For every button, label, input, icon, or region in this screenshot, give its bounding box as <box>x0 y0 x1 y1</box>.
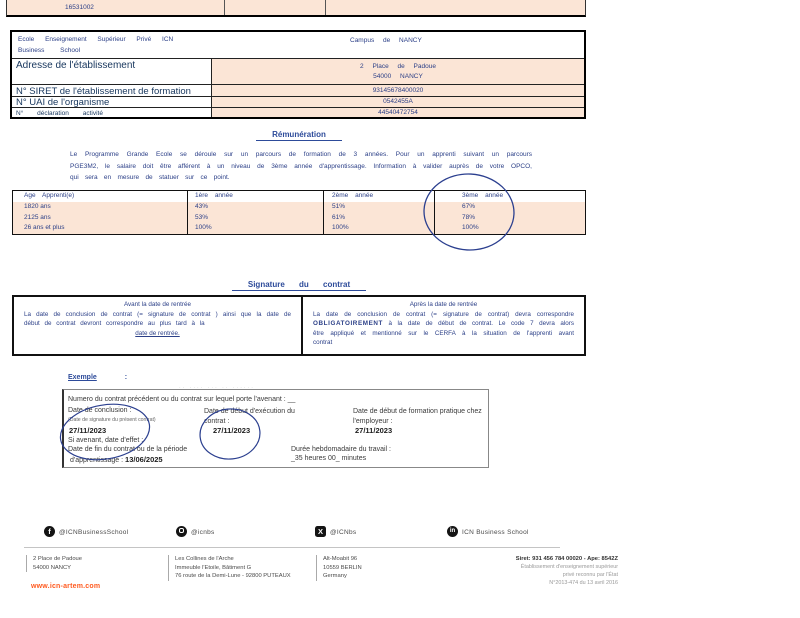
legal-line4: N°2013-474 du 13 avril 2016 <box>549 580 618 586</box>
address-puteaux-line2: Immeuble l'Etoile, Bâtiment G <box>175 564 252 571</box>
address-berlin-line3: Germany <box>323 573 347 579</box>
address-value <box>211 59 584 84</box>
cell-age: 1820 ans <box>24 203 51 210</box>
after-emphasis: OBLIGATOIREMENT <box>313 320 383 327</box>
end-date-label-line2 <box>70 455 163 464</box>
address-nancy <box>26 555 82 572</box>
cell-pct: 100% <box>187 223 323 234</box>
remuneration-table <box>12 190 586 235</box>
address-puteaux-line3: 76 route de la Demi-Lune - 92800 PUTEAUX <box>175 573 291 579</box>
remuneration-paragraph: Le Programme Grande Ecole se déroule sur un parcours de formation de 3 années. Pour un apprenti suivant un parcours PGE3M2, le salaire doit être afférent à un niveau de 3ème année d'apprentissage. Information à valider auprès de votre OPCO, qui sera en mesure de statuer sur ce point. <box>70 151 532 181</box>
address-puteaux <box>168 555 291 581</box>
after-body-1: La date de conclusion de contrat (= signature de contrat) devra correspondre <box>313 310 574 318</box>
cell-pct: 43% <box>187 202 323 213</box>
school-row <box>12 32 584 58</box>
conclusion-date-sublabel: (Date de signature du présent contrat) <box>68 417 156 423</box>
cell-age: 26 ans et plus <box>24 224 65 231</box>
weekly-hours-value: _35 heures 00_ minutes <box>291 455 367 462</box>
declaration-value: 44540472754 <box>211 108 584 117</box>
declaration-row <box>12 107 584 117</box>
before-title: Avant la date de rentrée <box>123 301 192 308</box>
avenant-number-line: Numero du contrat précédent ou du contrat sur lequel porte l'avenant : __ <box>68 396 296 403</box>
conclusion-date-label: Date de conclusion : <box>68 407 132 414</box>
establishment-table <box>10 30 586 119</box>
signature-box <box>12 295 586 356</box>
declaration-label: N° déclaration activité <box>12 108 211 117</box>
table-row <box>13 202 585 213</box>
signature-after-cell <box>303 297 584 354</box>
linkedin-icon <box>447 526 458 537</box>
header-year3: 3ème année <box>434 191 585 202</box>
training-start-value: 27/11/2023 <box>355 426 393 435</box>
top-table-cell-value: 16531002 <box>7 0 225 15</box>
instagram-frame <box>179 528 184 533</box>
example-form <box>62 385 489 468</box>
address-label: Adresse de l'établissement <box>12 59 211 84</box>
remuneration-heading <box>0 130 598 139</box>
campus-label: Campus de NANCY <box>350 37 422 44</box>
facebook-glyph: f <box>48 527 51 536</box>
after-title: Après la date de rentrée <box>409 301 478 308</box>
address-berlin <box>316 555 362 581</box>
x-handle[interactable]: @ICNbs <box>330 529 357 536</box>
footer-divider <box>24 547 560 548</box>
example-colon: : <box>124 374 128 381</box>
example-word: Exemple <box>68 374 97 381</box>
top-table-cell-empty-2 <box>326 0 585 15</box>
after-body <box>313 310 574 348</box>
cell-age: 2125 ans <box>24 213 51 221</box>
siret-value: 93145678400020 <box>211 85 584 96</box>
remuneration-table-header <box>13 191 585 202</box>
address-berlin-line1: Alt-Moabit 96 <box>323 556 358 562</box>
header-age: Age Apprenti(e) <box>24 192 75 199</box>
after-body-2: à la date de début de contrat. <box>388 320 493 327</box>
cell-pct: 67% <box>434 202 585 213</box>
address-row <box>12 58 584 84</box>
address-berlin-line2: 10559 BERLIN <box>323 564 362 571</box>
after-body-3: Le code 7 devra alors être appliqué et mentionné sur le CERFA à la situation de l'apprenti avant contrat <box>313 320 575 346</box>
cell-pct: 100% <box>323 223 434 234</box>
legal-line2: Établissement d'enseignement supérieur <box>520 564 618 570</box>
top-table-cell-empty-1 <box>225 0 326 15</box>
signature-heading <box>0 280 598 289</box>
remuneration-heading-text: Rémunération <box>256 130 342 141</box>
execution-date-value: 27/11/2023 <box>213 426 251 435</box>
before-underlined: date de rentrée. <box>135 329 180 337</box>
training-start-label: Date de début de formation pratique chez l'employeur : <box>353 408 482 425</box>
school-name-line2: Business School <box>18 47 81 54</box>
cell-pct: 100% <box>434 223 585 234</box>
example-label <box>68 374 127 381</box>
faint-note: ·· ···· ··· ·· ······ <box>179 385 255 391</box>
conclusion-date-value: 27/11/2023 <box>69 426 107 435</box>
address-nancy-line2: 54000 NANCY <box>33 564 72 571</box>
facebook-handle[interactable]: @ICNBusinessSchool <box>59 529 129 536</box>
top-table-row <box>6 0 586 17</box>
avenant-effect-label: Si avenant, date d'effet : <box>68 437 144 444</box>
weekly-hours-label: Durée hebdomadaire du travail : <box>291 446 392 453</box>
uai-row <box>12 96 584 107</box>
x-twitter-icon <box>315 526 326 537</box>
end-date-label-line1: Date de fin du contrat ou de la période <box>68 446 188 453</box>
header-year1: 1ère année <box>187 191 323 202</box>
siret-row <box>12 84 584 96</box>
legal-info <box>440 555 618 587</box>
instagram-handle[interactable]: @icnbs <box>191 529 215 536</box>
signature-heading-text: Signature du contrat <box>232 280 366 291</box>
address-value-line1: 2 Place de Padoue <box>360 63 436 70</box>
cell-pct: 53% <box>187 213 323 224</box>
siret-label: N° SIRET de l'établissement de formation <box>12 85 211 96</box>
address-nancy-line1: 2 Place de Padoue <box>33 556 82 562</box>
legal-line3: privé reconnu par l'État <box>562 572 618 578</box>
table-row <box>13 223 585 234</box>
x-glyph: X <box>317 527 323 536</box>
uai-value: 0542455A <box>211 97 584 107</box>
instagram-icon <box>176 526 187 537</box>
end-date-prefix: d'apprentissage : <box>70 457 126 464</box>
address-value-line2: 54000 NANCY <box>373 73 423 80</box>
school-name-line1: Ecole Enseignement Supérieur Privé ICN <box>18 36 174 43</box>
cell-pct: 61% <box>323 213 434 224</box>
execution-date-label: Date de début d'exécution du contrat : <box>204 408 295 425</box>
table-row <box>13 213 585 224</box>
uai-label: N° UAI de l'organisme <box>12 97 211 107</box>
linkedin-glyph: in <box>449 528 456 534</box>
cell-pct: 78% <box>434 213 585 224</box>
signature-before-cell <box>14 297 303 354</box>
siret-ape-line: Siret: 931 456 784 00020 - Ape: 8542Z <box>515 556 618 562</box>
end-date-value: 13/06/2025 <box>125 455 163 464</box>
facebook-icon <box>44 526 55 537</box>
address-puteaux-line1: Les Collines de l'Arche <box>175 556 234 562</box>
website-link[interactable]: www.icn-artem.com <box>31 583 101 590</box>
before-body: La date de conclusion de contrat (= signature de contrat ) ainsi que la date de début de contrat devront correspondre au plus tard à la <box>24 310 291 327</box>
cell-pct: 51% <box>323 202 434 213</box>
header-year2: 2ème année <box>323 191 434 202</box>
linkedin-handle[interactable]: ICN Business School <box>462 529 529 536</box>
